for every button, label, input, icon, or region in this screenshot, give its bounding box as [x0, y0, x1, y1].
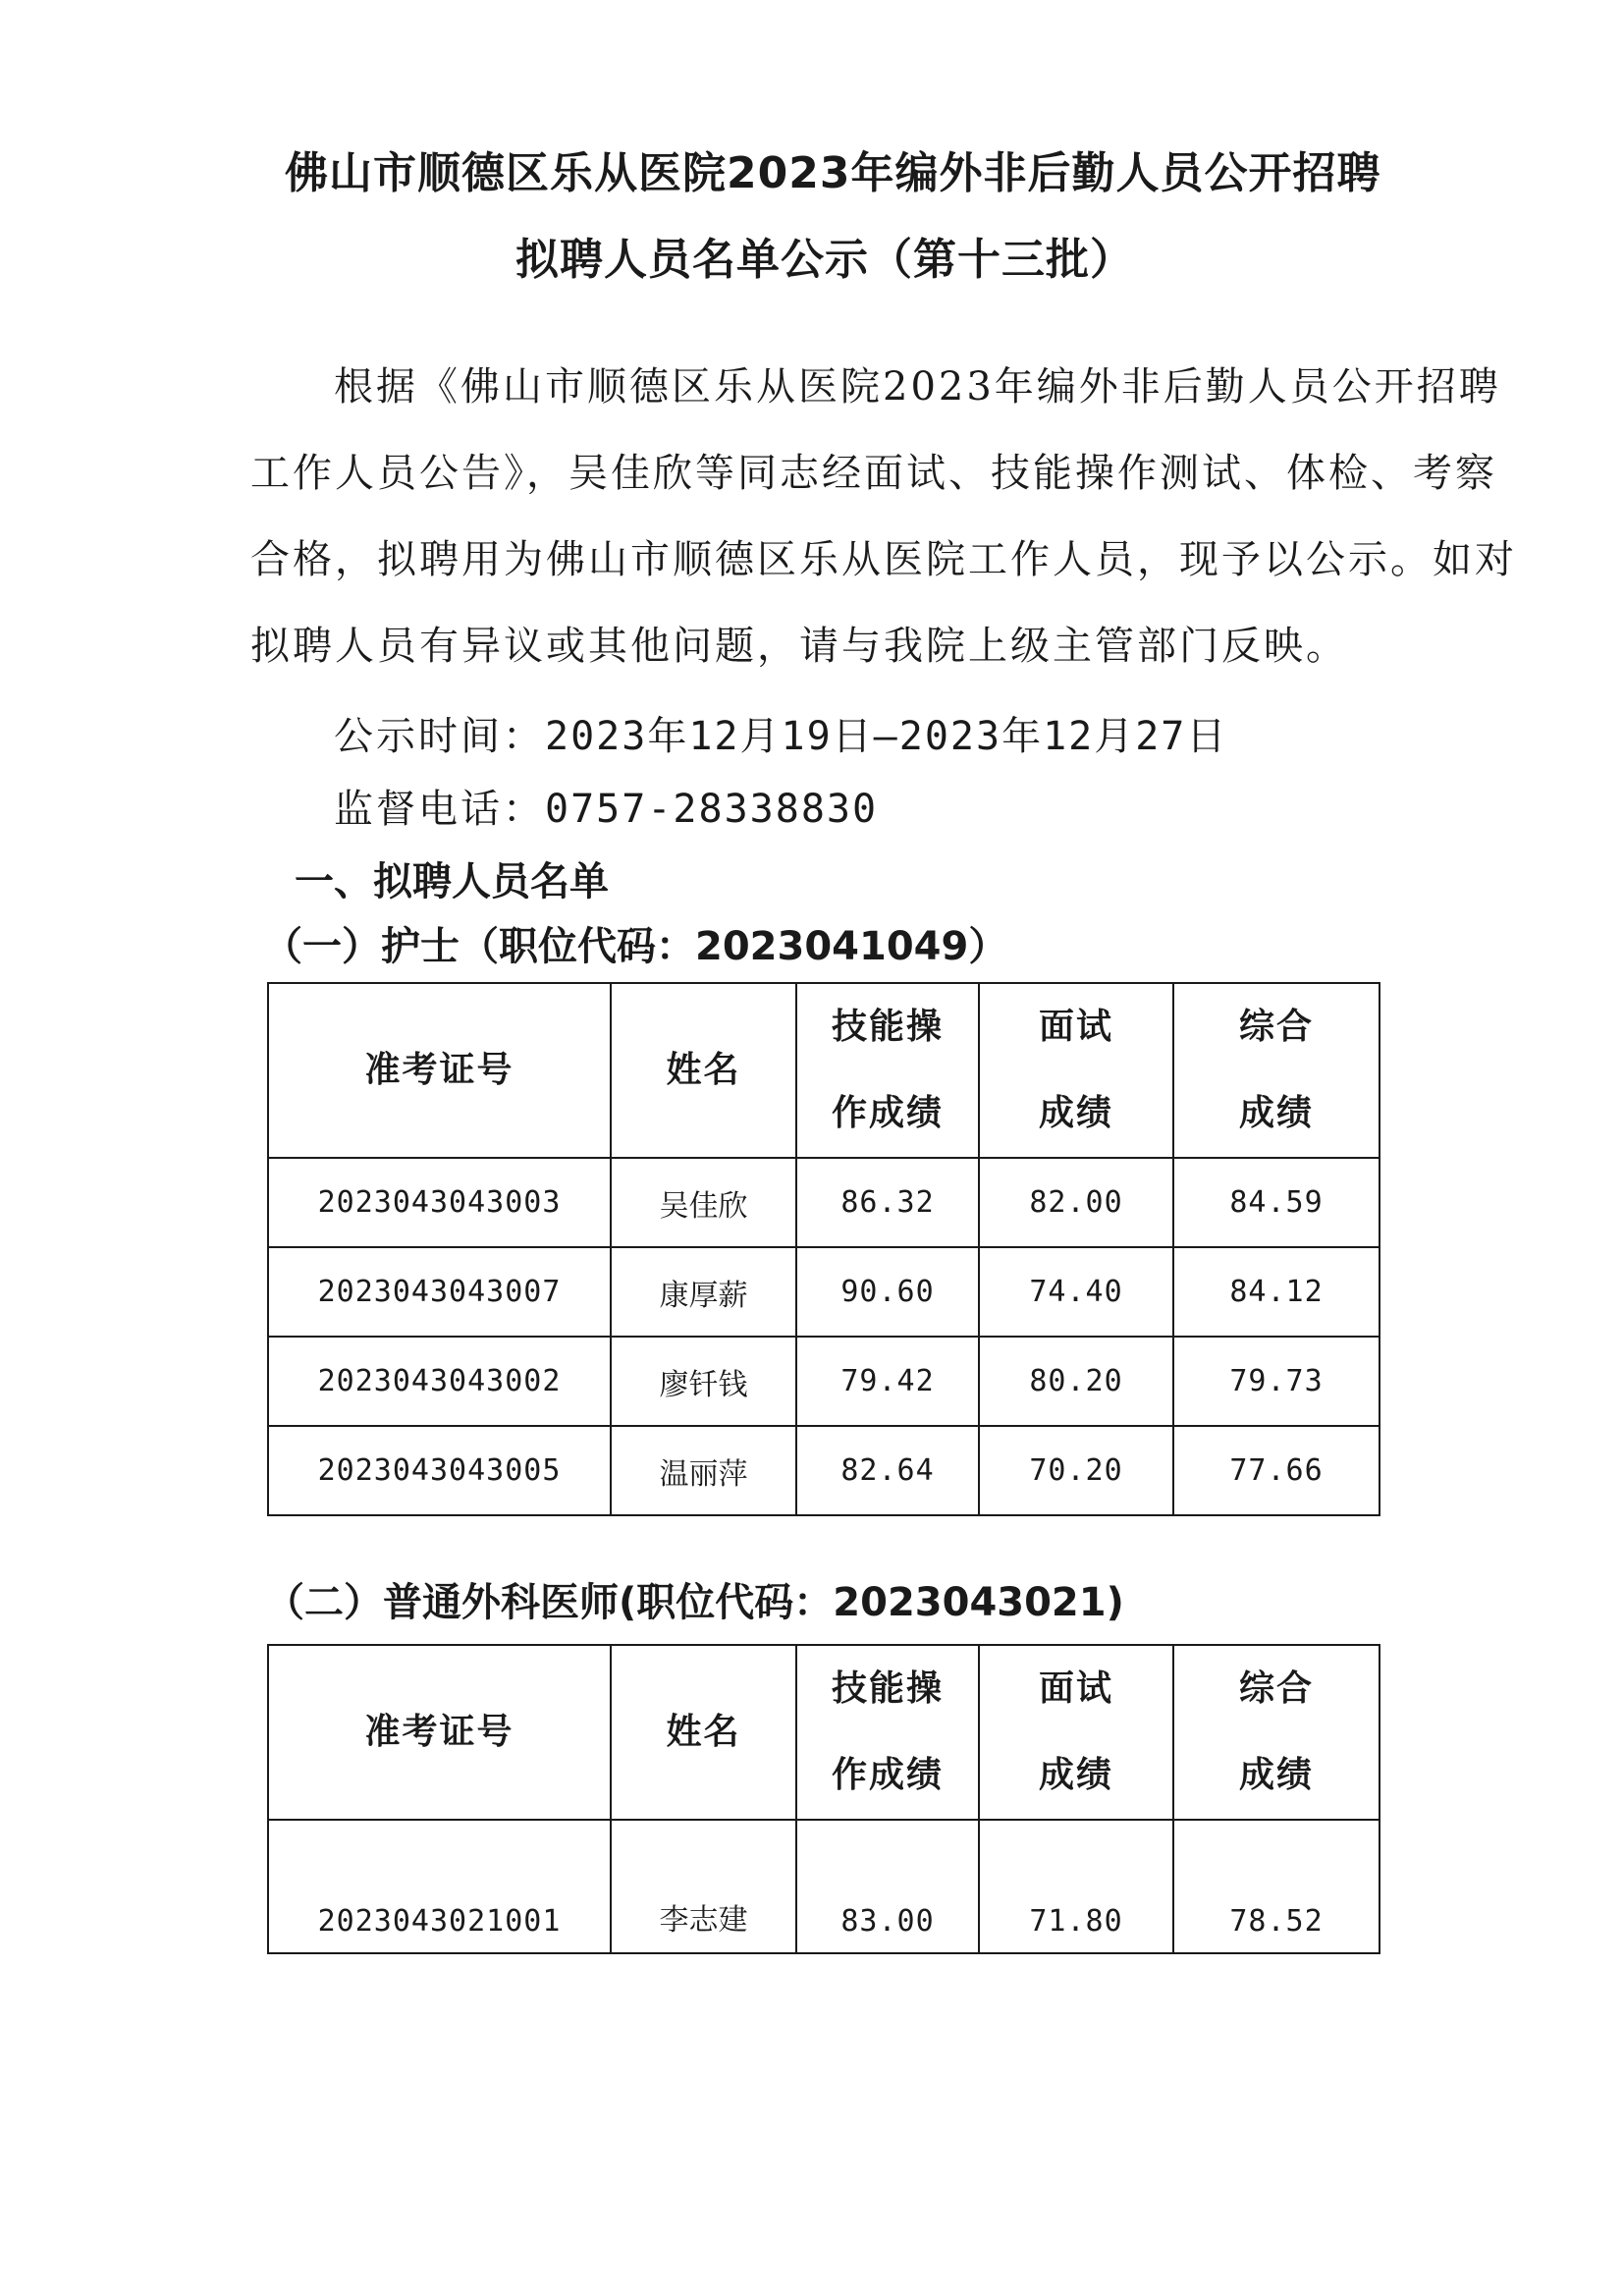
header-total: 综合 成绩: [1173, 983, 1380, 1158]
header-skill: 技能操 作成绩: [796, 1645, 979, 1820]
cell-skill: 86.32: [796, 1158, 979, 1247]
cell-interview: 74.40: [979, 1247, 1173, 1337]
body-line-2: 工作人员公告》，吴佳欣等同志经面试、技能操作测试、体检、考察: [250, 451, 1497, 496]
section-1-title: 一、拟聘人员名单: [295, 859, 609, 904]
cell-skill: 79.42: [796, 1337, 979, 1426]
phone-label: 监督电话：: [334, 787, 545, 832]
group-1-title: （一）护士（职位代码：2023041049）: [263, 924, 1008, 969]
cell-total: 84.12: [1173, 1247, 1380, 1337]
header-interview: 面试 成绩: [979, 1645, 1173, 1820]
cell-skill: 83.00: [796, 1820, 979, 1953]
cell-interview: 82.00: [979, 1158, 1173, 1247]
cell-total: 79.73: [1173, 1337, 1380, 1426]
table-row: [268, 1337, 1380, 1426]
cell-id: 2023043043002: [268, 1337, 611, 1426]
cell-interview: 80.20: [979, 1337, 1173, 1426]
surgeon-table: [267, 1644, 1380, 1954]
header-skill: 技能操 作成绩: [796, 983, 979, 1158]
table-row: [268, 1426, 1380, 1515]
cell-name: 吴佳欣: [611, 1158, 796, 1247]
header-name: 姓名: [611, 983, 796, 1158]
cell-skill: 90.60: [796, 1247, 979, 1337]
cell-interview: 71.80: [979, 1820, 1173, 1953]
cell-id: 2023043043007: [268, 1247, 611, 1337]
header-id: 准考证号: [268, 983, 611, 1158]
header-interview: 面试 成绩: [979, 983, 1173, 1158]
header-id: 准考证号: [268, 1645, 611, 1820]
page-title-line1: 佛山市顺德区乐从医院2023年编外非后勤人员公开招聘: [285, 148, 1381, 198]
period-value: 2023年12月19日—2023年12月27日: [545, 714, 1228, 759]
header-name: 姓名: [611, 1645, 796, 1820]
cell-id: 2023043043003: [268, 1158, 611, 1247]
cell-name: 廖钎钱: [611, 1337, 796, 1426]
period-label: 公示时间：: [334, 714, 545, 759]
table-row: [268, 1820, 1380, 1953]
table-header-row: [268, 1645, 1380, 1820]
cell-name: 康厚薪: [611, 1247, 796, 1337]
body-line-3: 合格，拟聘用为佛山市顺德区乐从医院工作人员，现予以公示。如对: [250, 537, 1517, 582]
cell-id: 2023043021001: [268, 1820, 611, 1953]
page-title-line2: 拟聘人员名单公示（第十三批）: [515, 235, 1134, 285]
group-2-title: （二）普通外科医师(职位代码：2023043021): [265, 1580, 1124, 1625]
phone-value: 0757-28338830: [545, 787, 879, 832]
table-row: [268, 1158, 1380, 1247]
cell-total: 77.66: [1173, 1426, 1380, 1515]
table-header-row: [268, 983, 1380, 1158]
period-line: [334, 705, 1227, 761]
cell-interview: 70.20: [979, 1426, 1173, 1515]
cell-total: 78.52: [1173, 1820, 1380, 1953]
nurse-table: [267, 982, 1380, 1516]
table-row: [268, 1247, 1380, 1337]
phone-line: [334, 778, 878, 834]
header-total: 综合 成绩: [1173, 1645, 1380, 1820]
cell-total: 84.59: [1173, 1158, 1380, 1247]
cell-name: 李志建: [611, 1820, 796, 1953]
body-line-1: 根据《佛山市顺德区乐从医院2023年编外非后勤人员公开招聘: [334, 364, 1501, 410]
cell-name: 温丽萍: [611, 1426, 796, 1515]
cell-skill: 82.64: [796, 1426, 979, 1515]
body-line-4: 拟聘人员有异议或其他问题，请与我院上级主管部门反映。: [250, 624, 1348, 669]
cell-id: 2023043043005: [268, 1426, 611, 1515]
